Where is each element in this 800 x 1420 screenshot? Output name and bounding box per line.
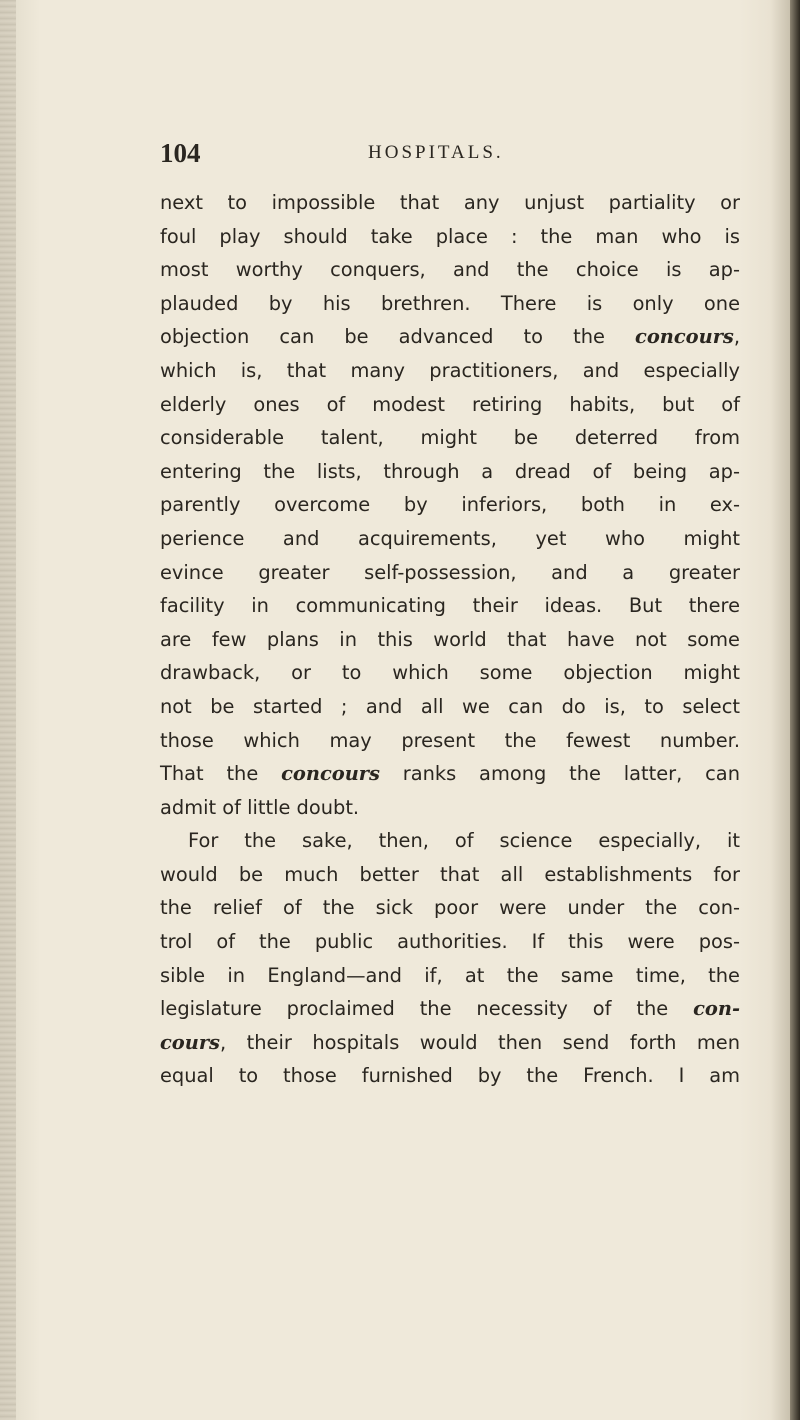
- text-line: cours, their hospitals would then send forth men: [160, 1030, 740, 1054]
- italic-term: concours: [281, 762, 380, 786]
- text-line: legislature proclaimed the necessity of the con-: [160, 997, 740, 1021]
- text-line: admit of little doubt.: [160, 795, 360, 819]
- text-line: would be much better that all establishments for: [160, 862, 740, 886]
- body-text: [160, 186, 740, 1093]
- text-line: parently overcome by inferiors, both in ex-: [160, 493, 740, 517]
- running-head: HOSPITALS.: [368, 142, 504, 163]
- text-line: considerable talent, might be deterred from: [160, 426, 740, 450]
- text-line: entering the lists, through a dread of being ap-: [160, 459, 740, 483]
- text-line: objection can be advanced to the concours,: [160, 325, 740, 349]
- text-line: those which may present the fewest number.: [160, 728, 740, 752]
- text-line: elderly ones of modest retiring habits, but of: [160, 392, 740, 416]
- text-line: For the sake, then, of science especially, it: [188, 829, 740, 853]
- text-line: equal to those furnished by the French. I am: [160, 1064, 740, 1088]
- italic-term: con-: [693, 997, 740, 1021]
- text-line: facility in communicating their ideas. But there: [160, 594, 740, 618]
- text-line: That the concours ranks among the latter, can: [160, 762, 740, 786]
- page-gutter-left: [0, 0, 16, 1420]
- text-line: plauded by his brethren. There is only one: [160, 291, 740, 315]
- text-line: most worthy conquers, and the choice is ap-: [160, 258, 740, 282]
- italic-term: cours: [160, 1030, 220, 1054]
- page-edge-right: [790, 0, 800, 1420]
- text-line: trol of the public authorities. If this were pos-: [160, 930, 740, 954]
- text-line: the relief of the sick poor were under the con-: [160, 896, 740, 920]
- text-line: not be started ; and all we can do is, to select: [160, 694, 740, 718]
- page-number: 104: [160, 138, 201, 168]
- text-line: evince greater self-possession, and a greater: [160, 560, 740, 584]
- page-header: [160, 138, 740, 178]
- text-line: drawback, or to which some objection might: [160, 661, 740, 685]
- text-line: next to impossible that any unjust partiality or: [160, 191, 740, 214]
- text-line: sible in England—and if, at the same time, the: [160, 963, 740, 987]
- italic-term: concours: [635, 325, 734, 349]
- text-line: which is, that many practitioners, and especially: [160, 358, 740, 382]
- text-line: are few plans in this world that have not some: [160, 627, 740, 651]
- text-line: foul play should take place : the man who is: [160, 224, 740, 248]
- text-line: perience and acquirements, yet who might: [160, 526, 740, 550]
